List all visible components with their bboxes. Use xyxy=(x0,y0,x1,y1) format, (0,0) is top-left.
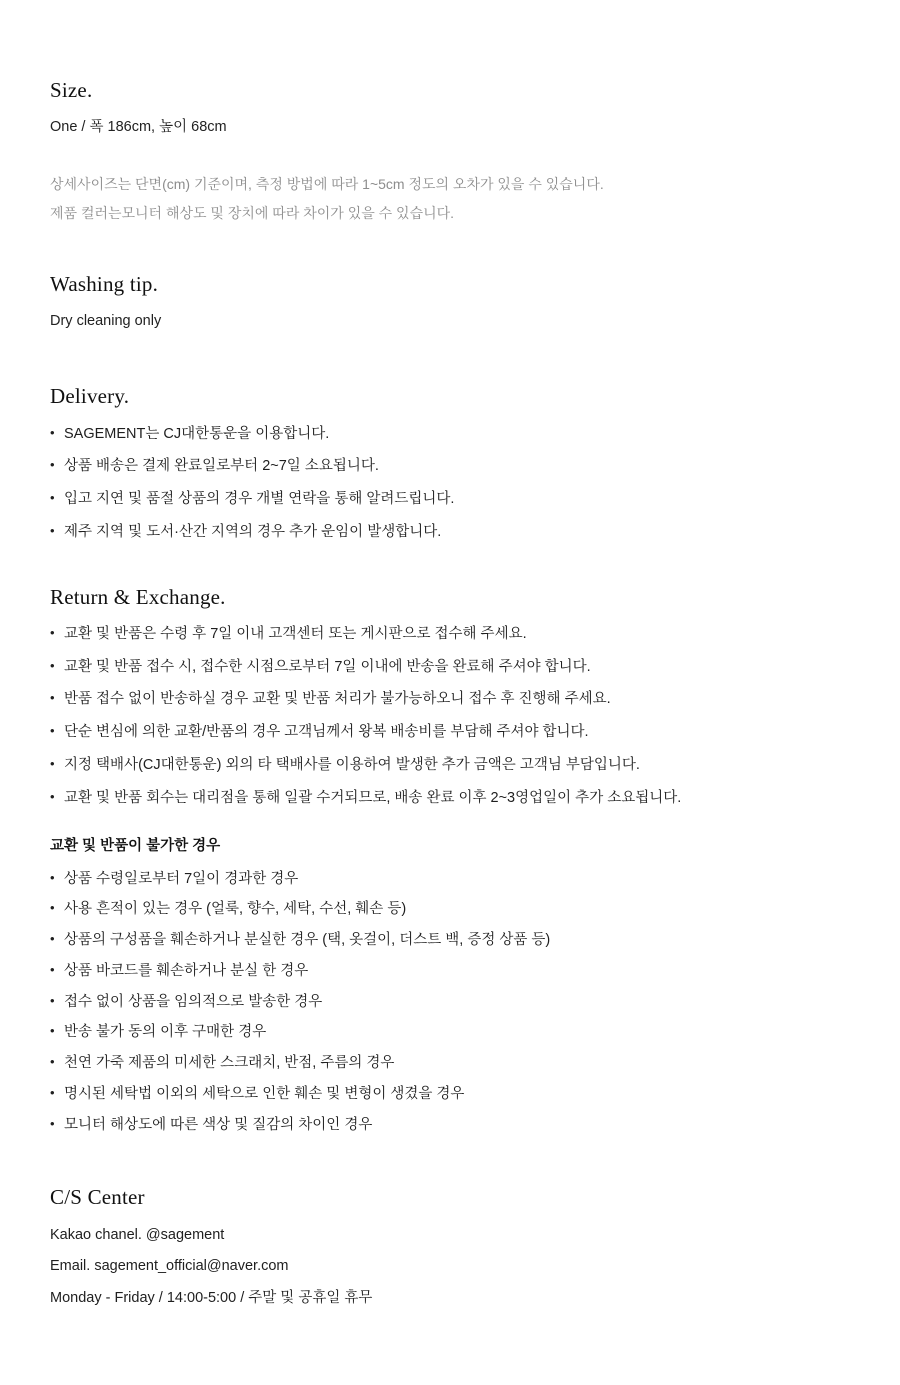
washing-tip-text: Dry cleaning only xyxy=(50,313,162,330)
email-line: Email. sagement_official@naver.com xyxy=(50,1258,289,1275)
cs-center-section xyxy=(50,1185,850,1309)
list-item: • 교환 및 반품 회수는 대리점을 통해 일괄 수거되므로, 배송 완료 이후 2~3영업일이 추가 소요됩니다. xyxy=(50,788,850,810)
cs-center-heading: C/S Center xyxy=(50,1185,145,1210)
return-exchange-section xyxy=(50,585,850,1137)
list-item: • 반송 불가 동의 이후 구매한 경우 xyxy=(50,1022,850,1044)
business-hours-line: Monday - Friday / 14:00-5:00 / 주말 및 공휴일 휴무 xyxy=(50,1290,373,1307)
not-allowed-list xyxy=(50,869,850,1137)
delivery-heading: Delivery. xyxy=(50,384,130,409)
return-exchange-list xyxy=(50,624,850,810)
list-item: • 모니터 해상도에 따른 색상 및 질감의 차이인 경우 xyxy=(50,1115,850,1137)
list-item: • 접수 없이 상품을 임의적으로 발송한 경우 xyxy=(50,992,850,1014)
spacer xyxy=(50,555,850,585)
list-item: • 상품의 구성품을 훼손하거나 분실한 경우 (택, 옷걸이, 더스트 백, 증정 상품 등) xyxy=(50,930,850,952)
spacer xyxy=(50,232,850,272)
size-note-2: 제품 컬러는모니터 해상도 및 장치에 따라 차이가 있을 수 있습니다. xyxy=(50,205,455,222)
list-item: • 상품 수령일로부터 7일이 경과한 경우 xyxy=(50,869,850,891)
list-item: • 명시된 세탁법 이외의 세탁으로 인한 훼손 및 변형이 생겼을 경우 xyxy=(50,1084,850,1106)
spacer xyxy=(50,338,850,384)
not-allowed-title: 교환 및 반품이 불가한 경우 xyxy=(50,838,221,855)
washing-tip-heading: Washing tip. xyxy=(50,272,159,297)
list-item: • 상품 바코드를 훼손하거나 분실 한 경우 xyxy=(50,961,850,983)
spacer xyxy=(50,1145,850,1185)
spacer xyxy=(50,820,850,836)
delivery-section xyxy=(50,384,850,543)
size-heading: Size. xyxy=(50,78,93,102)
size-section xyxy=(50,78,850,224)
list-item: • 제주 지역 및 도서·산간 지역의 경우 추가 운임이 발생합니다. xyxy=(50,522,850,544)
list-item: • 반품 접수 없이 반송하실 경우 교환 및 반품 처리가 불가능하오니 접수 후 진행해 주세요. xyxy=(50,689,850,711)
spacer xyxy=(50,144,850,174)
return-exchange-heading: Return & Exchange. xyxy=(50,584,226,609)
delivery-list xyxy=(50,424,850,544)
size-spec: One / 폭 186cm, 높이 68cm xyxy=(50,119,227,136)
list-item: • 교환 및 반품 접수 시, 접수한 시점으로부터 7일 이내에 반송을 완료해 주셔야 합니다. xyxy=(50,657,850,679)
list-item: • 입고 지연 및 품절 상품의 경우 개별 연락을 통해 알려드립니다. xyxy=(50,489,850,511)
list-item: • 지정 택배사(CJ대한통운) 외의 타 택배사를 이용하여 발생한 추가 금액은 고객님 부담입니다. xyxy=(50,755,850,777)
list-item: • 상품 배송은 결제 완료일로부터 2~7일 소요됩니다. xyxy=(50,456,850,478)
list-item: • 사용 흔적이 있는 경우 (얼룩, 향수, 세탁, 수선, 훼손 등) xyxy=(50,899,850,921)
list-item: • 교환 및 반품은 수령 후 7일 이내 고객센터 또는 게시판으로 접수해 주세요. xyxy=(50,624,850,646)
list-item: • 천연 가죽 제품의 미세한 스크래치, 반점, 주름의 경우 xyxy=(50,1053,850,1075)
kakao-channel-line: Kakao chanel. @sagement xyxy=(50,1226,225,1243)
size-note-1: 상세사이즈는 단면(cm) 기준이며, 측정 방법에 따라 1~5cm 정도의 오차가 있을 수 있습니다. xyxy=(50,176,604,193)
list-item: • 단순 변심에 의한 교환/반품의 경우 고객님께서 왕복 배송비를 부담해 주셔야 합니다. xyxy=(50,722,850,744)
list-item: • SAGEMENT는 CJ대한통운을 이용합니다. xyxy=(50,424,850,446)
washing-tip-section xyxy=(50,272,850,332)
